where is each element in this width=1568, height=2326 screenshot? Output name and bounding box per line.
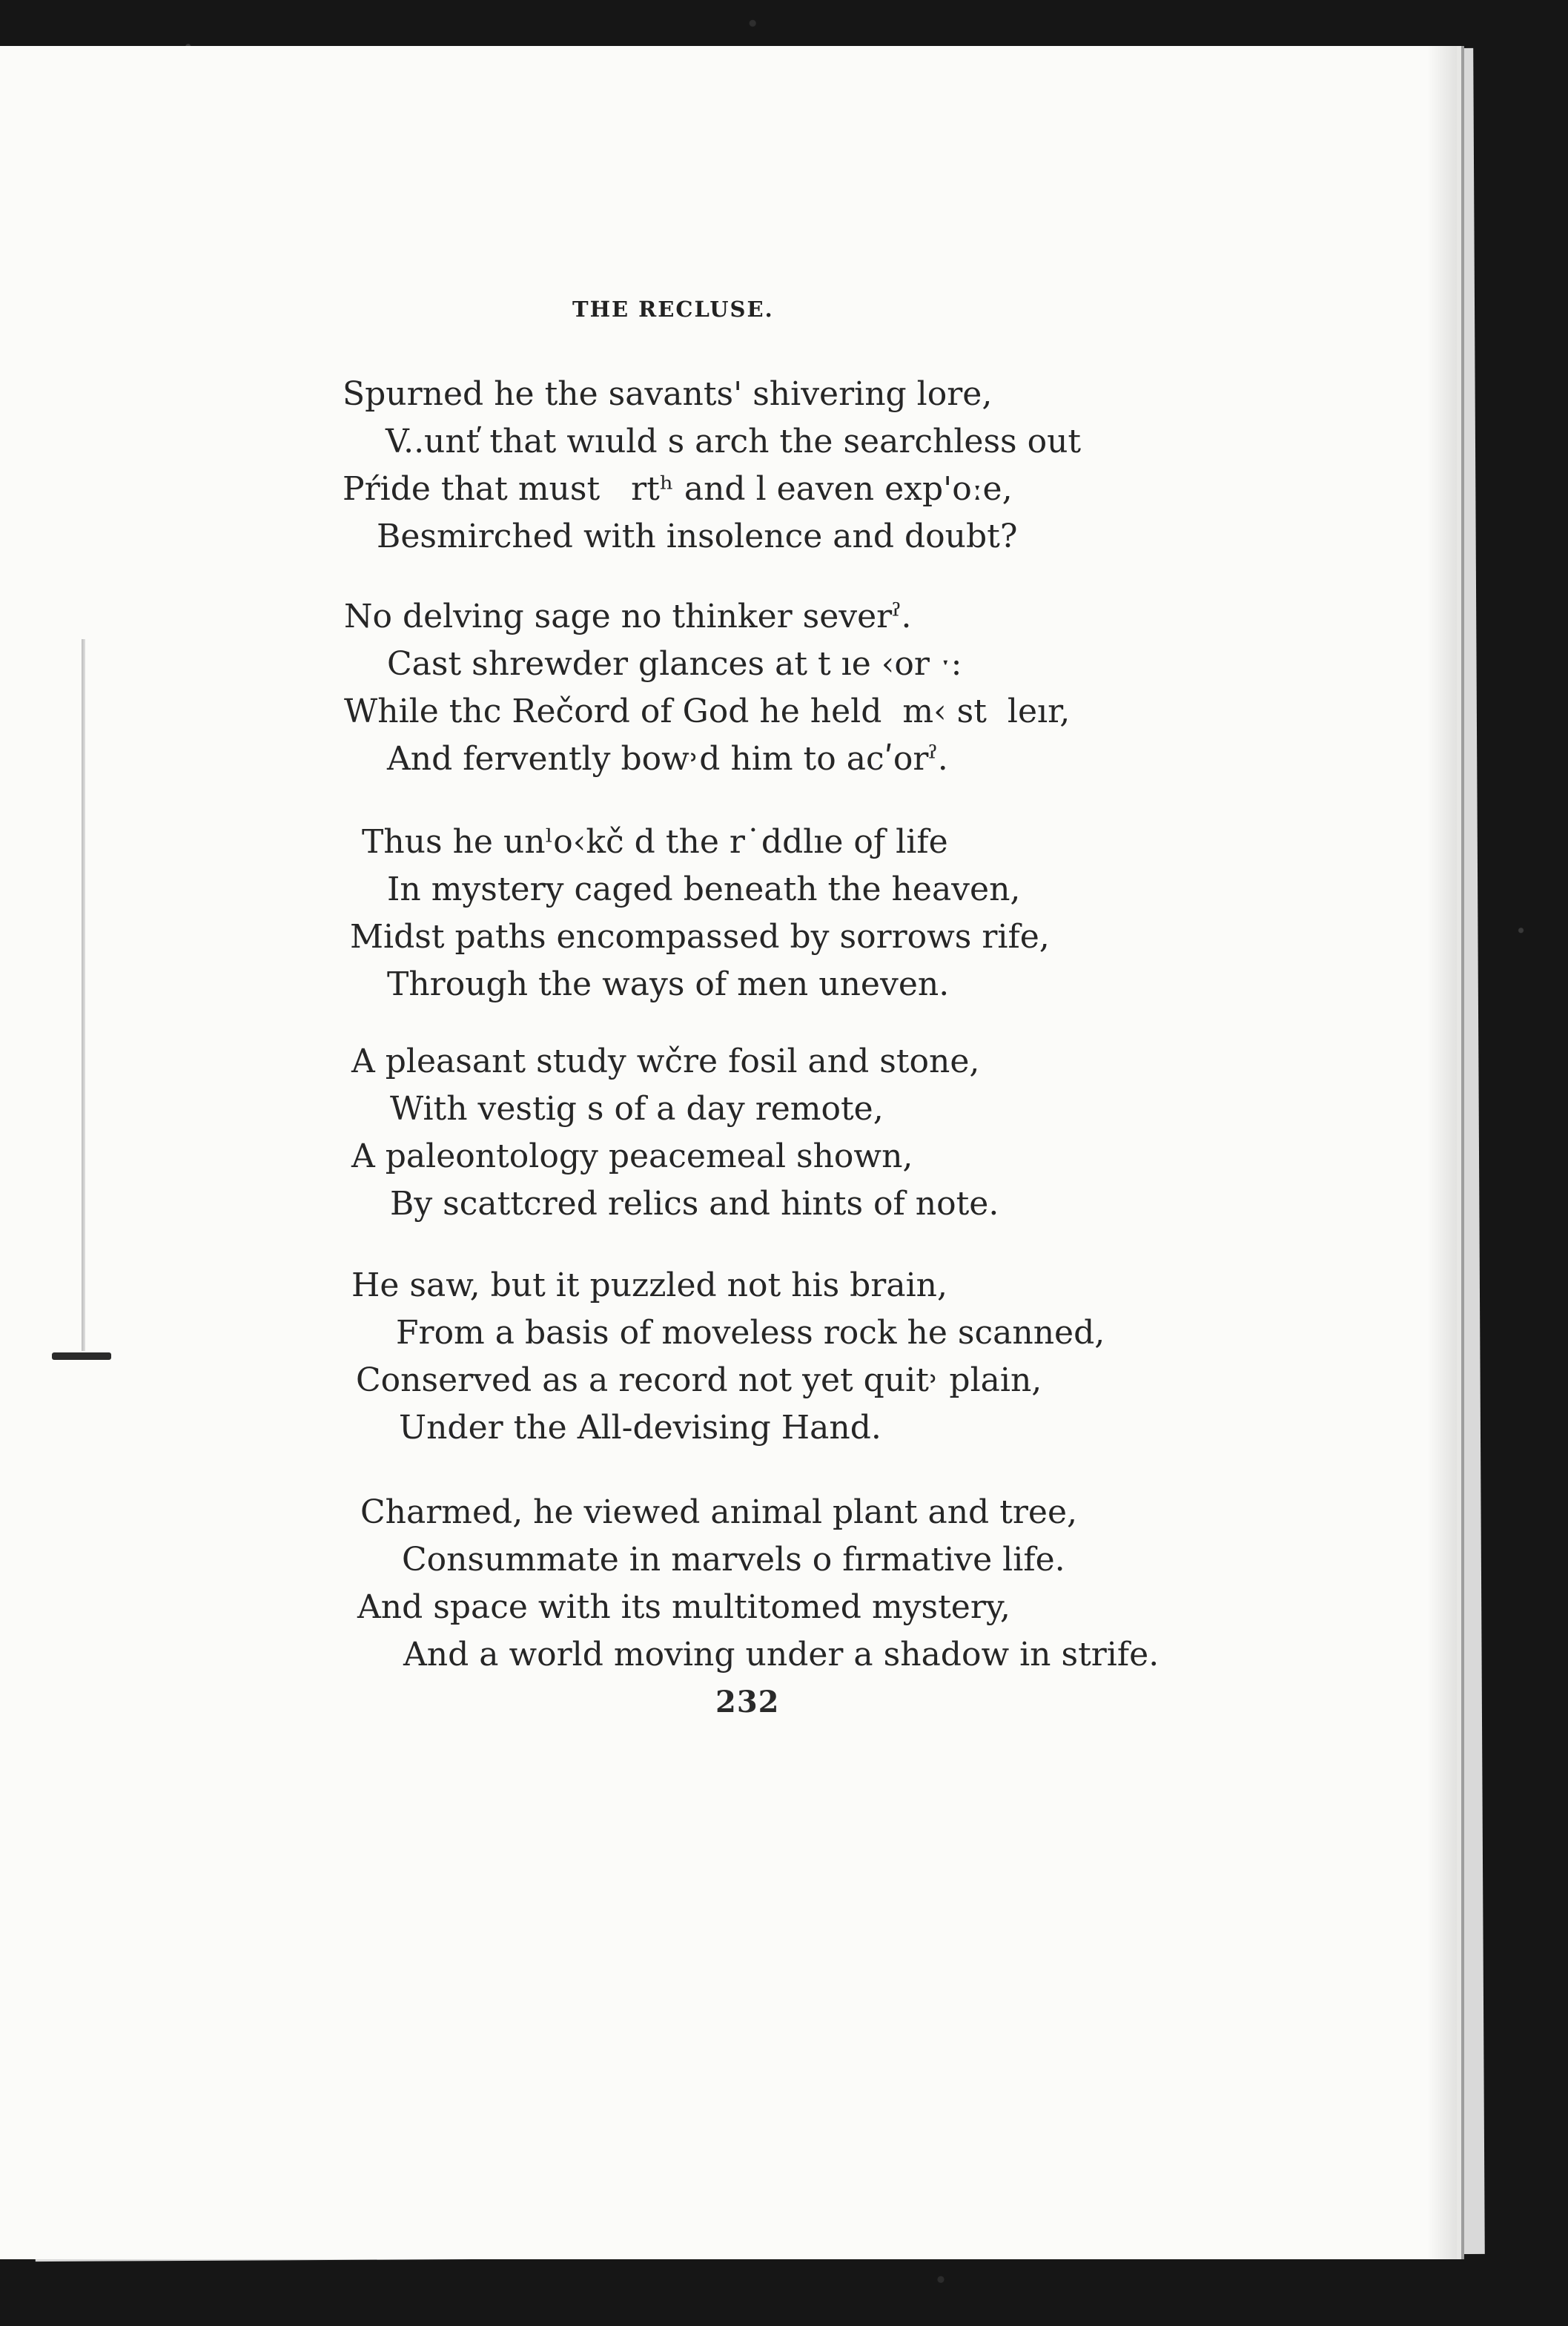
running-head: THE RECLUSE. (572, 297, 774, 322)
binding-thread (82, 639, 85, 1351)
poem-line: No delving sage no thinker severˀ. (344, 598, 912, 635)
poem-line: Pŕide that must rtʰ and l eaven exp'oːe, (343, 470, 1013, 508)
poem-line: By scattcred relics and hints of note. (390, 1185, 999, 1223)
poem-line: A pleasant study wčre fosil and stone, (351, 1043, 980, 1080)
poem-line: With vestig s of a day remote, (390, 1090, 884, 1128)
page-number: 232 (715, 1685, 780, 1719)
stanza-6 (357, 1489, 1213, 1679)
poem-line: V..unt̕ that wıuld s arch the searchless out (386, 423, 1082, 460)
poem-line: Under the All-devising Hand. (399, 1409, 881, 1447)
poem-line: Midst paths encompassed by sorrows rife, (350, 918, 1050, 956)
poem-line: Conserved as a record not yet quit˒ plain, (356, 1361, 1042, 1399)
poem-line: Thus he unˡo‹kč d the r˙ddlıe oƒ life (362, 823, 948, 861)
stanza-2 (344, 593, 1197, 783)
poem-line: Charmed, he viewed animal plant and tree, (360, 1493, 1077, 1531)
poem-line: Consummate in marvels o fırmative life. (402, 1541, 1065, 1579)
poem-line: Through the ways of men uneven. (387, 965, 950, 1003)
poem-line: He saw, but it puzzled not his brain, (351, 1266, 947, 1304)
poem-line: Spurned he the savants' shivering lore, (343, 375, 993, 413)
poem-line: And a world moving under a shadow in strife. (403, 1636, 1160, 1674)
poem-line: While thc Rečord of God he held m‹ st leır, (344, 693, 1071, 730)
poem-line: Besmirched with insolence and doubt? (377, 518, 1018, 555)
poem-line: And fervently bow˒d him to acʹorˀ. (387, 740, 948, 778)
poem-line: Cast shrewder glances at t ıe ‹or ˑ: (387, 645, 962, 683)
stanza-4 (351, 1038, 1204, 1228)
poem-line: From a basis of moveless rock he scanned, (396, 1314, 1105, 1352)
poem-line: In mystery caged beneath the heaven, (387, 870, 1021, 908)
stanza-3 (350, 819, 1214, 1008)
binding-mark (52, 1352, 111, 1360)
poem-line: And space with its multitomed mystery, (357, 1588, 1010, 1626)
stanza-1 (343, 371, 1195, 561)
page-edge-shadow (1427, 46, 1457, 2259)
poem-line: A paleontology peacemeal shown, (351, 1137, 913, 1175)
stanza-5 (351, 1262, 1204, 1452)
